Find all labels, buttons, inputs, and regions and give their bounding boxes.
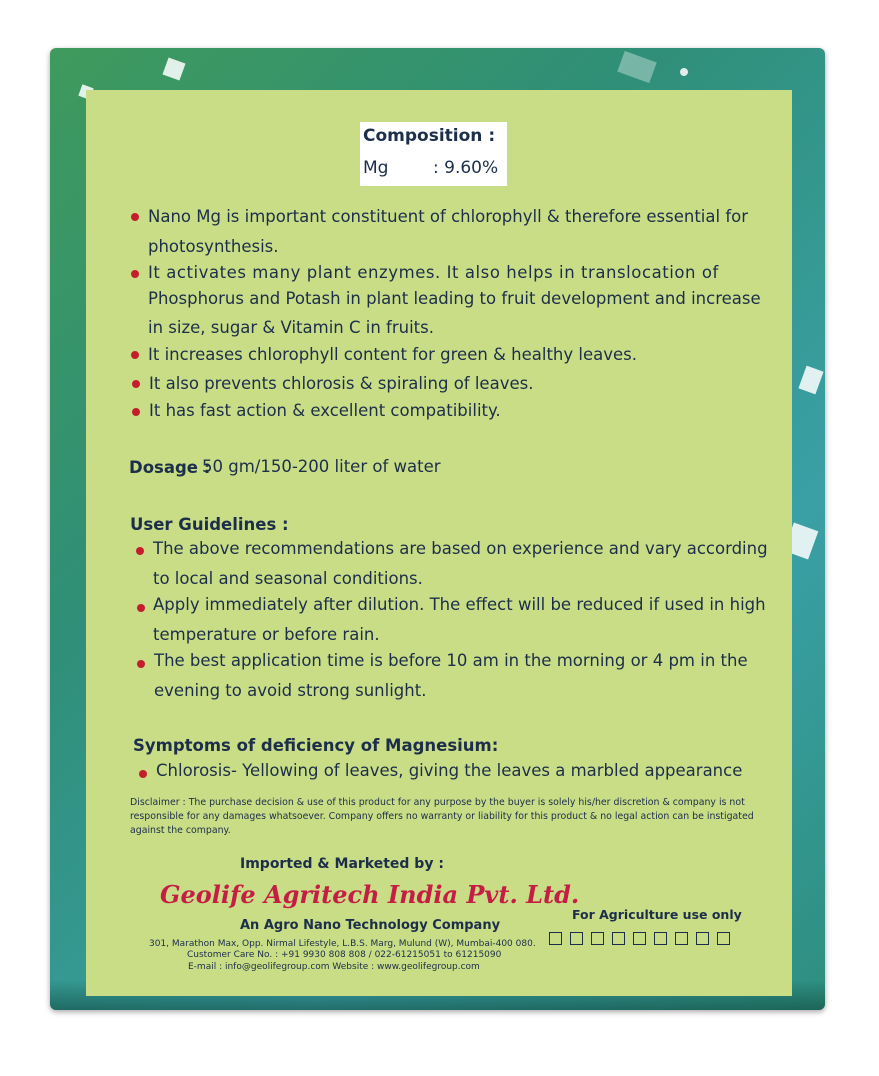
guideline-line: evening to avoid strong sunlight.: [154, 681, 427, 700]
dosage-value: 50 gm/150-200 liter of water: [202, 457, 441, 476]
composition-title: Composition :: [363, 126, 496, 146]
composition-box: [360, 122, 507, 186]
benefit-line: in size, sugar & Vitamin C in fruits.: [148, 318, 434, 337]
benefit-line: Nano Mg is important constituent of chlorophyll & therefore essential for: [148, 207, 749, 226]
dosage-label: Dosage :: [129, 458, 211, 477]
bullet: [131, 213, 139, 221]
company-logo-text: Geolife Agritech India Pvt. Ltd.: [160, 880, 580, 909]
symbol-icon: [570, 932, 583, 945]
decor-square: [162, 57, 185, 80]
bullet: [137, 660, 145, 668]
symptoms-heading: Symptoms of deficiency of Magnesium:: [133, 736, 499, 755]
composition-element: Mg: [363, 158, 389, 178]
benefit-line: It increases chlorophyll content for green & healthy leaves.: [148, 345, 638, 364]
use-note: For Agriculture use only: [572, 907, 742, 922]
bullet: [132, 408, 140, 416]
bullet: [139, 770, 147, 778]
bullet: [131, 351, 139, 359]
disclaimer: Disclaimer : The purchase decision & use of this product for any purpose by the buyer is solely his/her discretion & company is not responsible for any damages whatsoever. Company offers no warranty or liability for this product & no legal action can be instigated against the company.: [130, 797, 754, 836]
customer-care: Customer Care No. : +91 9930 808 808 / 022-61215051 to 61215090: [187, 950, 502, 960]
decor-square: [679, 67, 689, 77]
symbol-icon: [633, 932, 646, 945]
bullet: [131, 270, 139, 278]
decor-square: [617, 51, 656, 83]
symbol-icon: [696, 932, 709, 945]
contact-info: E-mail : info@geolifegroup.com Website : www.geolifegroup.com: [188, 962, 480, 972]
symbol-icon: [612, 932, 625, 945]
symbol-icons: [549, 932, 730, 945]
bullet: [132, 380, 140, 388]
company-address: 301, Marathon Max, Opp. Nirmal Lifestyle, L.B.S. Marg, Mulund (W), Mumbai-400 080.: [149, 939, 536, 949]
symbol-icon: [549, 932, 562, 945]
benefit-line: It has fast action & excellent compatibility.: [149, 401, 501, 420]
guideline-line: Apply immediately after dilution. The effect will be reduced if used in high: [153, 595, 766, 614]
benefit-line: photosynthesis.: [148, 237, 279, 256]
decor-square: [798, 366, 823, 395]
company-tagline: An Agro Nano Technology Company: [240, 918, 501, 933]
guideline-line: temperature or before rain.: [153, 625, 380, 644]
benefit-line: It activates many plant enzymes. It also helps in translocation of: [148, 263, 719, 282]
symptom-line: Chlorosis- Yellowing of leaves, giving the leaves a marbled appearance: [156, 761, 743, 780]
bullet: [137, 604, 145, 612]
symbol-icon: [591, 932, 604, 945]
guideline-line: The above recommendations are based on experience and vary according: [153, 539, 768, 558]
guideline-line: The best application time is before 10 am in the morning or 4 pm in the: [154, 651, 748, 670]
marketed-heading: Imported & Marketed by :: [240, 856, 444, 872]
benefit-line: It also prevents chlorosis & spiraling of leaves.: [149, 374, 534, 393]
bullet: [136, 547, 144, 555]
symbol-icon: [654, 932, 667, 945]
guidelines-heading: User Guidelines :: [130, 515, 289, 534]
symbol-icon: [675, 932, 688, 945]
benefit-line: Phosphorus and Potash in plant leading to fruit development and increase: [148, 289, 761, 308]
symbol-icon: [717, 932, 730, 945]
composition-value: : 9.60%: [433, 158, 499, 178]
guideline-line: to local and seasonal conditions.: [153, 569, 423, 588]
